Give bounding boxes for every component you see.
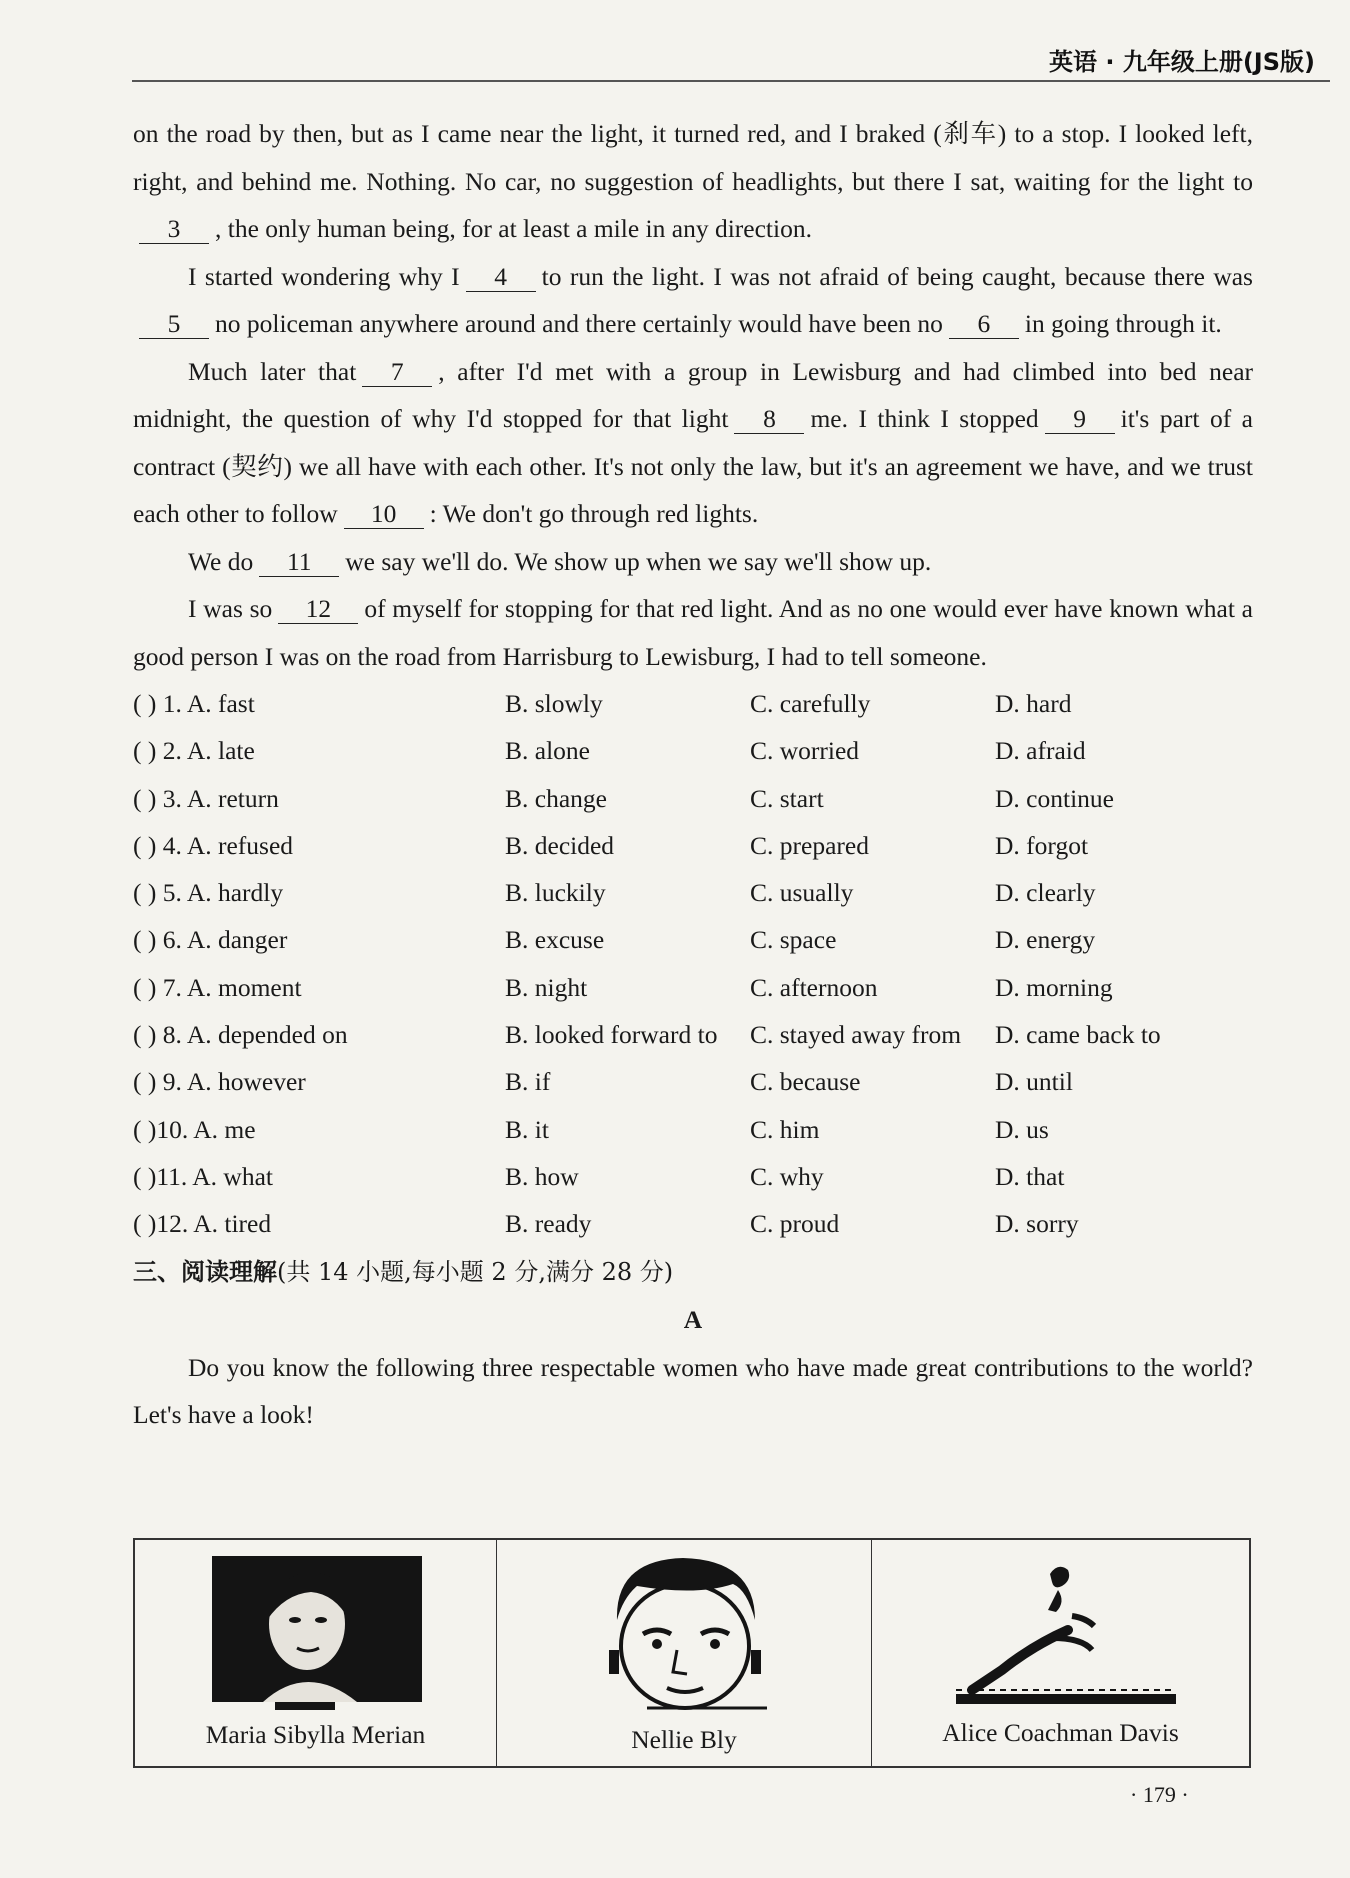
option-row: ( ) 8. A. depended on B. looked forward to C. stayed away from D. came back to [133, 1020, 1161, 1050]
blank-5[interactable]: 5 [139, 310, 209, 339]
section-title: 三、阅读理解(共 14 小题,每小题 2 分,满分 28 分) [133, 1256, 674, 1286]
blank-4[interactable]: 4 [466, 263, 536, 292]
picture-cell-merian [135, 1540, 497, 1766]
paragraph-3: Much later that 7 , after I'd met with a group in Lewisburg and had climbed into bed near midnight, the question of why I'd stopped for that light 8 me. I think I stopped 9 it's part of a contract (契约) we all have with each other. It's not only the law, but it's an agreement we have, and we trust each other to follow 10 : We don't go through red lights. [133, 356, 1254, 528]
high-jump-image [872, 1550, 1249, 1720]
picture-caption: Alice Coachman Davis [942, 1718, 1179, 1747]
blank-9[interactable]: 9 [1045, 405, 1115, 434]
paragraph-1: on the road by then, but as I came near the light, it turned red, and I braked (刹车) to a stop. I looked left, right, and behind me. Nothing. No car, no suggestion of headlights, but there I sat, waiting for the light to3 , the only human being, for at least a mile in any direction. [133, 119, 1253, 243]
page-number: · 179 · [1130, 1782, 1189, 1807]
option-row: ( ) 1. A. fast B. slowly C. carefully D. hard [133, 689, 1072, 718]
option-row: ( )12. A. tired B. ready C. proud D. sorry [133, 1209, 1079, 1239]
option-row: ( ) 4. A. refused B. decided C. prepared D. forgot [133, 830, 1089, 860]
option-row: ( ) 3. A. return B. change C. start D. continue [133, 783, 1114, 813]
option-row: ( ) 6. A. danger B. excuse C. space D. energy [133, 925, 1096, 955]
women-picture-table [133, 1538, 1251, 1768]
blank-6[interactable]: 6 [949, 310, 1019, 339]
sub-title: A [683, 1305, 703, 1335]
portrait-image [135, 1550, 497, 1720]
passage-content [133, 110, 1253, 1439]
picture-caption: Maria Sibylla Merian [205, 1720, 426, 1749]
option-row: ( ) 7. A. moment B. night C. afternoon D. morning [133, 972, 1113, 1002]
blank-11[interactable]: 11 [259, 548, 339, 577]
reading-intro: Do you know the following three respectable women who have made great contributions to the world? Let's have a look! [133, 1352, 1253, 1430]
picture-caption: Nellie Bly [631, 1725, 737, 1754]
blank-12[interactable]: 12 [278, 595, 358, 624]
option-row: ( ) 5. A. hardly B. luckily C. usually D. clearly [133, 878, 1096, 908]
option-row: ( )10. A. me B. it C. him D. us [133, 1114, 1049, 1144]
header-rule [132, 80, 1330, 82]
paragraph-4: We do 11 we say we'll do. We show up when we say we'll show up. [188, 546, 932, 576]
blank-8[interactable]: 8 [734, 405, 804, 434]
options-list [133, 680, 1253, 1248]
portrait-image [497, 1550, 872, 1720]
blank-7[interactable]: 7 [362, 358, 432, 387]
option-row: ( )11. A. what B. how C. why D. that [133, 1161, 1065, 1191]
book-title: 英语 · 九年级上册(JS版) [1049, 48, 1315, 76]
option-row: ( ) 2. A. late B. alone C. worried D. afraid [133, 736, 1086, 766]
picture-cell-davis [872, 1540, 1249, 1766]
picture-cell-bly [497, 1540, 872, 1766]
blank-3[interactable]: 3 [139, 215, 209, 244]
option-row: ( ) 9. A. however B. if C. because D. until [133, 1067, 1073, 1097]
page-header [0, 30, 1350, 80]
paragraph-2: I started wondering why I 4 to run the light. I was not afraid of being caught, because there was5 no policeman anywhere around and there certainly would have been no 6 in going through it. [133, 253, 1253, 348]
paragraph-5: I was so 12 of myself for stopping for that red light. And as no one would ever have known what a good person I was on the road from Harrisburg to Lewisburg, I had to tell someone. [133, 594, 1253, 671]
blank-10[interactable]: 10 [344, 500, 424, 529]
